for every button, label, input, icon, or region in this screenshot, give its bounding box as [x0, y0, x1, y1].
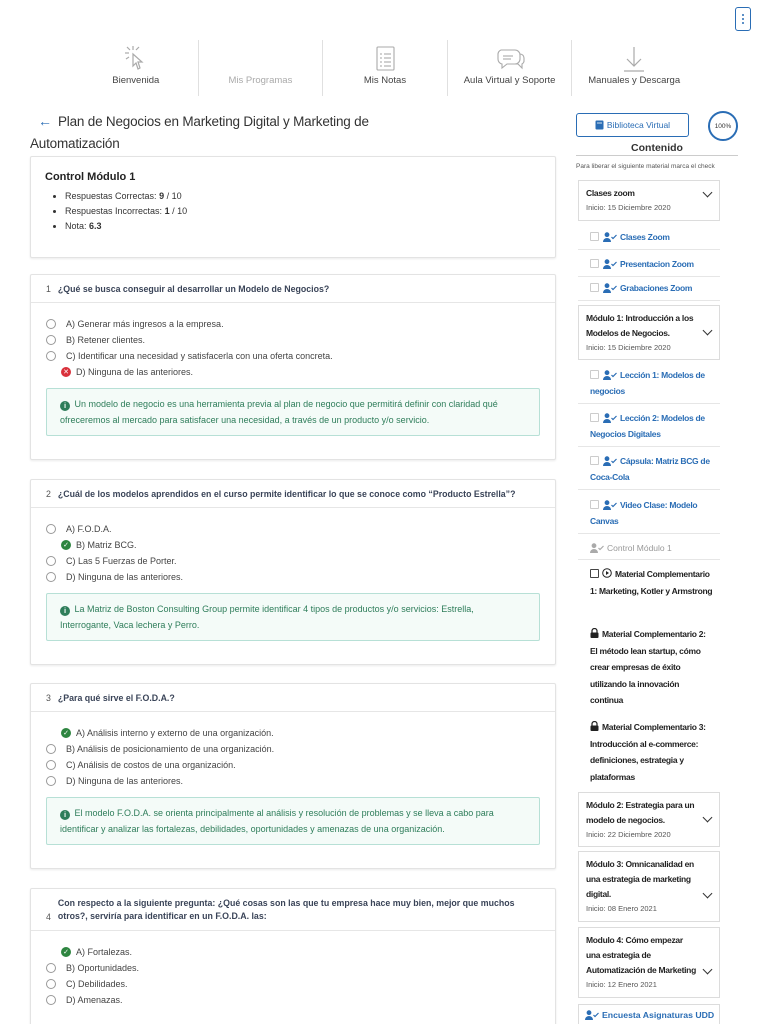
module-3[interactable]: Módulo 3: Omnicanalidad en una estrategia de marketing digital. Inicio: 08 Enero 2021 [578, 851, 720, 922]
correct-check-icon: ✓ [61, 728, 71, 738]
book-icon [595, 120, 604, 130]
progress-circle: 100% [708, 111, 738, 141]
nav-label: Manuales y Descarga [588, 75, 681, 86]
radio-icon [46, 963, 56, 973]
option-b[interactable]: B) Análisis de posicionamiento de una organización. [46, 741, 540, 757]
sidebar-item-leccion-1[interactable]: Lección 1: Modelos de negocios [578, 365, 720, 404]
chat-bubbles-icon [493, 44, 527, 74]
user-check-icon [603, 259, 617, 269]
option-b[interactable]: B) Oportunidades. [46, 960, 540, 976]
option-a[interactable]: ✓ A) Fortalezas. [46, 944, 540, 960]
sidebar-item-leccion-2[interactable]: Lección 2: Modelos de Negocios Digitales [578, 408, 720, 447]
radio-icon [46, 335, 56, 345]
nav-label: Mis Notas [363, 75, 407, 86]
user-check-icon [603, 413, 617, 423]
summary-incorrect: • Respuestas Incorrectas: 1 / 10 [65, 204, 541, 219]
option-d[interactable]: D) Ninguna de las anteriores. [46, 569, 540, 585]
question-card-1 [30, 274, 556, 460]
summary-list [45, 189, 541, 234]
question-card-4 [30, 888, 556, 1024]
option-c[interactable]: C) Las 5 Fuerzas de Porter. [46, 553, 540, 569]
radio-icon [46, 572, 56, 582]
module-4[interactable]: Modulo 4: Cómo empezar una estrategia de Automatización de Marketing Inicio: 12 Enero 2021 [578, 927, 720, 998]
correct-check-icon: ✓ [61, 540, 71, 550]
user-check-icon [603, 500, 617, 510]
info-icon: i [60, 606, 70, 616]
module-1[interactable]: Módulo 1: Introducción a los Modelos de Negocios. Inicio: 15 Diciembre 2020 [578, 305, 720, 360]
sidebar-item-control-modulo-1[interactable]: Control Módulo 1 [578, 536, 720, 560]
option-d[interactable]: D) Ninguna de las anteriores. [46, 773, 540, 789]
wrong-x-icon: ✕ [61, 367, 71, 377]
sidebar-item-material-1[interactable]: Material Complementario 1: Marketing, Kotler y Armstrong [590, 569, 713, 596]
kebab-menu-button[interactable] [735, 7, 751, 31]
question-number: 3 [46, 692, 51, 703]
question-header [31, 275, 555, 303]
sidebar-item-encuesta[interactable]: Encuesta Asignaturas UDD [578, 1004, 720, 1024]
checkbox[interactable] [590, 413, 599, 422]
notes-list-icon [370, 44, 400, 74]
lock-icon [590, 628, 599, 638]
checkbox[interactable] [590, 456, 599, 465]
module-clases-zoom[interactable]: Clases zoom Inicio: 15 Diciembre 2020 [578, 180, 720, 221]
nav-item-manuales[interactable] [572, 40, 696, 96]
radio-icon [46, 744, 56, 754]
summary-grade: • Nota: 6.3 [65, 219, 541, 234]
question-text: Con respecto a la siguiente pregunta: ¿Qué cosas son las que tu empresa hace muy bien, mejor que muchos otros?, serviría para identificar en un F.O.D.A. las: [57, 897, 515, 921]
sidebar-item-video-canvas[interactable]: Video Clase: Modelo Canvas [578, 495, 720, 534]
question-header [31, 480, 555, 508]
user-check-icon [603, 232, 617, 242]
top-nav [74, 40, 696, 96]
option-a[interactable]: A) Generar más ingresos a la empresa. [46, 316, 540, 332]
radio-icon [46, 995, 56, 1005]
checkbox[interactable] [590, 259, 599, 268]
checkbox[interactable] [590, 500, 599, 509]
question-header [31, 684, 555, 712]
feedback-box: i La Matriz de Boston Consulting Group permite identificar 4 tipos de productos y/o servicios: Estrella, Interrogante, Vaca lechera y Perro. [46, 593, 540, 641]
sidebar-item-material-3[interactable]: Material Complementario 3: Introducción al e-commerce: definiciones, estrategia y plataformas [590, 722, 706, 782]
sidebar-item-clases-zoom[interactable]: Clases Zoom [578, 224, 720, 250]
radio-icon [46, 556, 56, 566]
feedback-box: i El modelo F.O.D.A. se orienta principalmente al análisis y resolución de problemas y se lleva a cabo para identificar y analizar las fortalezas, debilidades, oportunidades y amenazas de una organización. [46, 797, 540, 845]
radio-icon [46, 524, 56, 534]
nav-item-mis-programas[interactable] [199, 40, 324, 96]
pointer-click-icon [121, 44, 151, 74]
info-icon: i [60, 810, 70, 820]
options-list [31, 303, 555, 380]
correct-check-icon: ✓ [61, 947, 71, 957]
user-check-icon [603, 370, 617, 380]
download-arrow-icon [619, 44, 649, 74]
biblioteca-virtual-button[interactable]: Biblioteca Virtual [576, 113, 689, 137]
feedback-box: i Un modelo de negocio es una herramienta previa al plan de negocio que permitirá definir con claridad qué ofreceremos al mercado para satisfacer una necesidad, a través de un producto y/o servicio. [46, 388, 540, 436]
question-number: 4 [46, 912, 51, 922]
play-circle-icon [602, 568, 612, 578]
radio-icon [46, 319, 56, 329]
radio-icon [46, 979, 56, 989]
divider [576, 155, 738, 156]
option-b[interactable]: B) Retener clientes. [46, 332, 540, 348]
option-a[interactable]: A) F.O.D.A. [46, 521, 540, 537]
options-list [31, 931, 555, 1008]
question-text: ¿Qué se busca conseguir al desarrollar un Modelo de Negocios? [57, 283, 330, 294]
sidebar-hint: Para liberar el siguiente material marca el check [576, 163, 715, 170]
back-arrow-icon[interactable]: ← [38, 113, 52, 129]
question-number: 1 [46, 283, 51, 294]
option-d[interactable]: ✕ D) Ninguna de las anteriores. [46, 364, 540, 380]
options-list [31, 712, 555, 789]
question-card-3 [30, 683, 556, 869]
summary-title: Control Módulo 1 [45, 171, 136, 183]
radio-icon [46, 760, 56, 770]
user-check-icon [585, 1010, 599, 1020]
summary-correct: • Respuestas Correctas: 9 / 10 [65, 189, 541, 204]
sidebar-item-capsula-bcg[interactable]: Cápsula: Matriz BCG de Coca-Cola [578, 451, 720, 490]
question-card-2 [30, 479, 556, 665]
summary-card [30, 156, 556, 258]
question-header [31, 889, 555, 931]
nav-item-aula-virtual[interactable] [448, 40, 573, 96]
user-check-icon [603, 283, 617, 293]
option-c[interactable]: C) Análisis de costos de una organización. [46, 757, 540, 773]
question-number: 2 [46, 488, 51, 499]
sidebar-heading: Contenido [631, 142, 683, 154]
sidebar-item-material-2[interactable]: Material Complementario 2: El método lean startup, cómo crear empresas de éxito utilizando la innovación continua [590, 629, 706, 705]
option-b[interactable]: ✓ B) Matriz BCG. [46, 537, 540, 553]
option-d[interactable]: D) Amenazas. [46, 992, 540, 1008]
question-text: ¿Cuál de los modelos aprendidos en el curso permite identificar lo que se conoce como “Producto Estrella”? [57, 488, 516, 499]
nav-label: Mis Programas [228, 75, 293, 86]
info-icon: i [60, 401, 70, 411]
option-c[interactable]: C) Debilidades. [46, 976, 540, 992]
page-title: Plan de Negocios en Marketing Digital y Marketing de Automatización [30, 114, 369, 151]
radio-icon [46, 776, 56, 786]
user-check-icon [590, 543, 604, 553]
nav-label: Bienvenida [112, 75, 160, 86]
user-check-icon [603, 456, 617, 466]
option-c[interactable]: C) Identificar una necesidad y satisfacerla con una oferta concreta. [46, 348, 540, 364]
nav-item-bienvenida[interactable] [74, 40, 199, 96]
sidebar-item-presentacion-zoom[interactable]: Presentacion Zoom [578, 251, 720, 277]
checkbox[interactable] [590, 569, 599, 578]
option-a[interactable]: ✓ A) Análisis interno y externo de una organización. [46, 725, 540, 741]
nav-label: Aula Virtual y Soporte [463, 75, 556, 86]
sidebar-item-grabaciones-zoom[interactable]: Grabaciones Zoom [578, 277, 720, 301]
module-2[interactable]: Módulo 2: Estrategia para un modelo de negocios. Inicio: 22 Diciembre 2020 [578, 792, 720, 847]
checkbox[interactable] [590, 232, 599, 241]
question-text: ¿Para qué sirve el F.O.D.A.? [57, 692, 175, 703]
nav-item-mis-notas[interactable] [323, 40, 448, 96]
lock-icon [590, 721, 599, 731]
checkbox[interactable] [590, 283, 599, 292]
checkbox[interactable] [590, 370, 599, 379]
options-list [31, 508, 555, 585]
radio-icon [46, 351, 56, 361]
